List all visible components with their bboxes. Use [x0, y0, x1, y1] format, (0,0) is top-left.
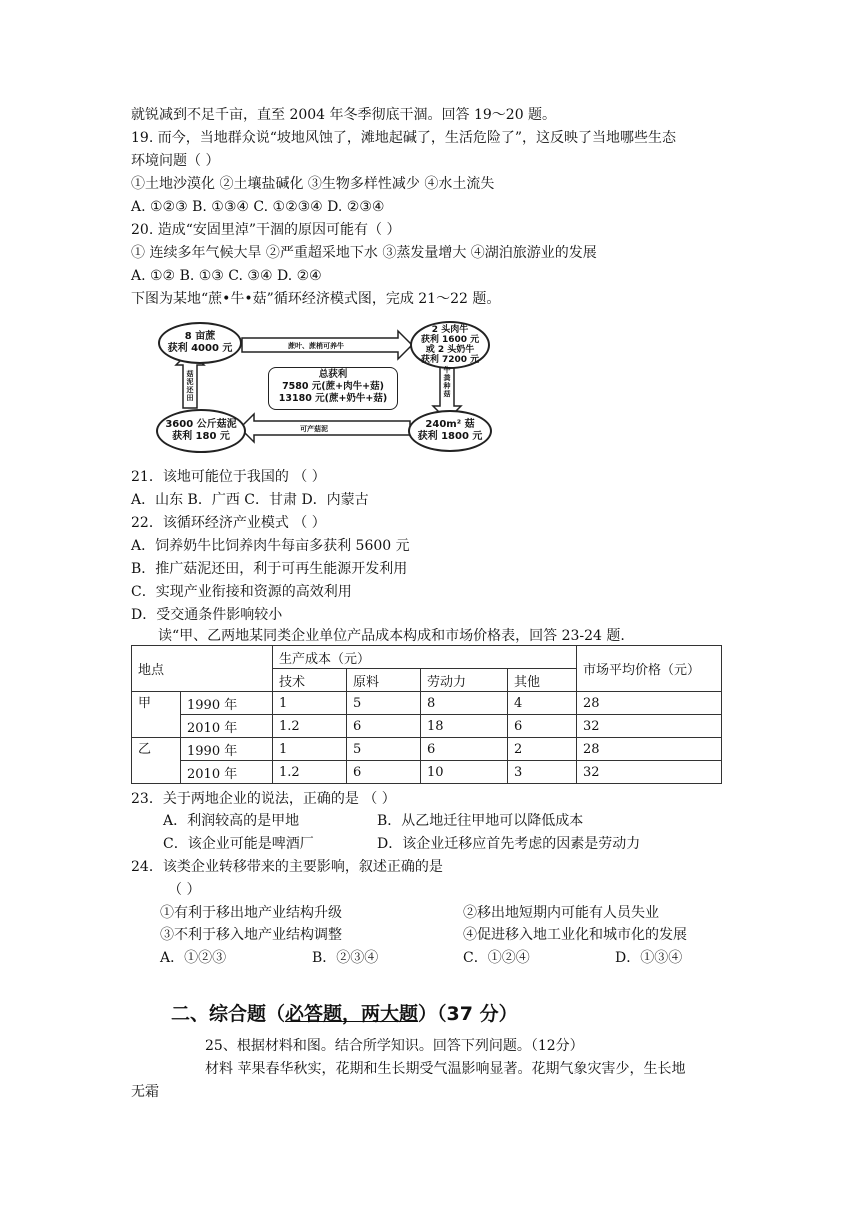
node-cattle: 2 头肉牛 获利 1600 元 或 2 头奶牛 获利 7200 元: [410, 321, 490, 369]
table-header: 市场平均价格（元）: [577, 646, 722, 692]
table-cell: 乙: [132, 738, 181, 784]
table-cell: 2010 年: [181, 761, 273, 784]
option-24-2: ②移出地短期内可能有人员失业: [463, 905, 659, 921]
option-23b: B．从乙地迁往甲地可以降低成本: [377, 813, 584, 829]
table-row: [132, 692, 722, 715]
table-header-row: [132, 646, 722, 669]
table-cell: 2010 年: [181, 715, 273, 738]
material-text: 材料 苹果春华秋实，花期和生长期受气温影响显著。花期气象灾害少，生长地: [205, 1061, 686, 1077]
options-19: ①土地沙漠化 ②土壤盐碱化 ③生物多样性减少 ④水土流失: [131, 176, 495, 192]
table-header: 其他: [508, 669, 577, 692]
question-23: 23．关于两地企业的说法，正确的是 （ ）: [131, 791, 396, 807]
choice-24d: D．①③④: [615, 950, 683, 966]
option-23a: A．利润较高的是甲地: [163, 813, 300, 829]
arrow-bottom-label: 可产菇泥: [300, 425, 328, 433]
table-cell: 10: [421, 761, 508, 784]
table-cell: 1: [273, 692, 347, 715]
node-mushroom: 240m² 菇 获利 1800 元: [408, 410, 492, 452]
table-cell: 32: [577, 761, 722, 784]
options-20: ① 连续多年气候大旱 ②严重超采地下水 ③蒸发量增大 ④湖泊旅游业的发展: [131, 245, 597, 261]
table-cell: 6: [347, 761, 421, 784]
intro-23-24: 读“甲、乙两地某同类企业单位产品成本构成和市场价格表，回答 23-24 题.: [158, 628, 625, 644]
table-row: [132, 738, 722, 761]
total-profit-box: 总获利 7580 元(蔗+肉牛+菇) 13180 元(蔗+奶牛+菇): [268, 367, 398, 410]
table-cell: 1990 年: [181, 738, 273, 761]
table-cell: 32: [577, 715, 722, 738]
table-row: [132, 761, 722, 784]
option-22d: D．受交通条件影响较小: [131, 607, 283, 623]
arrow-left-label: 菇泥还田: [186, 370, 194, 402]
table-header: 地点: [132, 646, 273, 692]
arrow-right-label: 牛粪种菇: [443, 366, 451, 398]
table-cell: 28: [577, 738, 722, 761]
table-cell: 1990 年: [181, 692, 273, 715]
option-22c: C．实现产业衔接和资源的高效利用: [131, 584, 352, 600]
arrow-top-label: 蔗叶、蔗梢可养牛: [288, 342, 344, 350]
choices-19: A. ①②③ B. ①③④ C. ①②③④ D. ②③④: [131, 199, 385, 215]
material-text-cont: 无霜: [131, 1084, 159, 1100]
text-line: 环境问题（ ）: [131, 153, 220, 169]
option-22a: A．饲养奶牛比饲养肉牛每亩多获利 5600 元: [131, 538, 410, 554]
table-cell: 28: [577, 692, 722, 715]
table-cell: 1.2: [273, 715, 347, 738]
text-line: 就锐减到不足千亩，直至 2004 年冬季彻底干涸。回答 19～20 题。: [131, 107, 557, 123]
table-cell: 5: [347, 692, 421, 715]
choices-21: A．山东 B．广西 C．甘肃 D．内蒙古: [131, 492, 369, 508]
table-cell: 18: [421, 715, 508, 738]
option-24-4: ④促进移入地工业化和城市化的发展: [463, 927, 687, 943]
table-cell: 3: [508, 761, 577, 784]
choices-20: A. ①② B. ①③ C. ③④ D. ②④: [131, 268, 322, 284]
table-row: [132, 715, 722, 738]
node-sugarcane: 8 亩蔗 获利 4000 元: [158, 322, 242, 364]
question-20: 20. 造成“安固里淖”干涸的原因可能有（ ）: [131, 222, 401, 238]
option-23d: D．该企业迁移应首先考虑的因素是劳动力: [377, 836, 641, 852]
table-cell: 6: [508, 715, 577, 738]
node-mushroom-mud: 3600 公斤菇泥 获利 180 元: [156, 409, 246, 453]
table-cell: 6: [347, 715, 421, 738]
question-24: 24．该类企业转移带来的主要影响，叙述正确的是: [131, 859, 443, 875]
option-24-3: ③不利于移入地产业结构调整: [160, 927, 342, 943]
table-cell: 1.2: [273, 761, 347, 784]
intro-21-22: 下图为某地“蔗•牛•菇”循环经济模式图，完成 21～22 题。: [131, 291, 501, 307]
choice-24a: A．①②③: [160, 950, 227, 966]
option-22b: B．推广菇泥还田，利于可再生能源开发利用: [131, 561, 408, 577]
table-header: 技术: [273, 669, 347, 692]
cost-table: [131, 645, 722, 784]
circular-economy-diagram: [150, 320, 530, 452]
choice-24b: B．②③④: [312, 950, 379, 966]
table-cell: 6: [421, 738, 508, 761]
section-heading: 二、综合题（必答题，两大题）（37 分）: [171, 1003, 518, 1025]
table-cell: 8: [421, 692, 508, 715]
table-header: 劳动力: [421, 669, 508, 692]
option-23c: C．该企业可能是啤酒厂: [163, 836, 314, 852]
table-cell: 甲: [132, 692, 181, 738]
choice-24c: C．①②④: [463, 950, 530, 966]
option-24-1: ①有利于移出地产业结构升级: [160, 905, 342, 921]
table-cell: 5: [347, 738, 421, 761]
answer-paren: （ ）: [168, 882, 201, 898]
question-22: 22．该循环经济产业模式 （ ）: [131, 515, 326, 531]
table-header: 原料: [347, 669, 421, 692]
table-cell: 4: [508, 692, 577, 715]
table-cell: 2: [508, 738, 577, 761]
question-19: 19. 而今，当地群众说“坡地风蚀了，滩地起碱了，生活危险了”，这反映了当地哪些生态: [131, 130, 677, 146]
question-21: 21．该地可能位于我国的 （ ）: [131, 469, 326, 485]
table-cell: 1: [273, 738, 347, 761]
question-25: 25、根据材料和图。结合所学知识。回答下列问题。（12分）: [205, 1038, 584, 1054]
table-header: 生产成本（元）: [273, 646, 577, 669]
